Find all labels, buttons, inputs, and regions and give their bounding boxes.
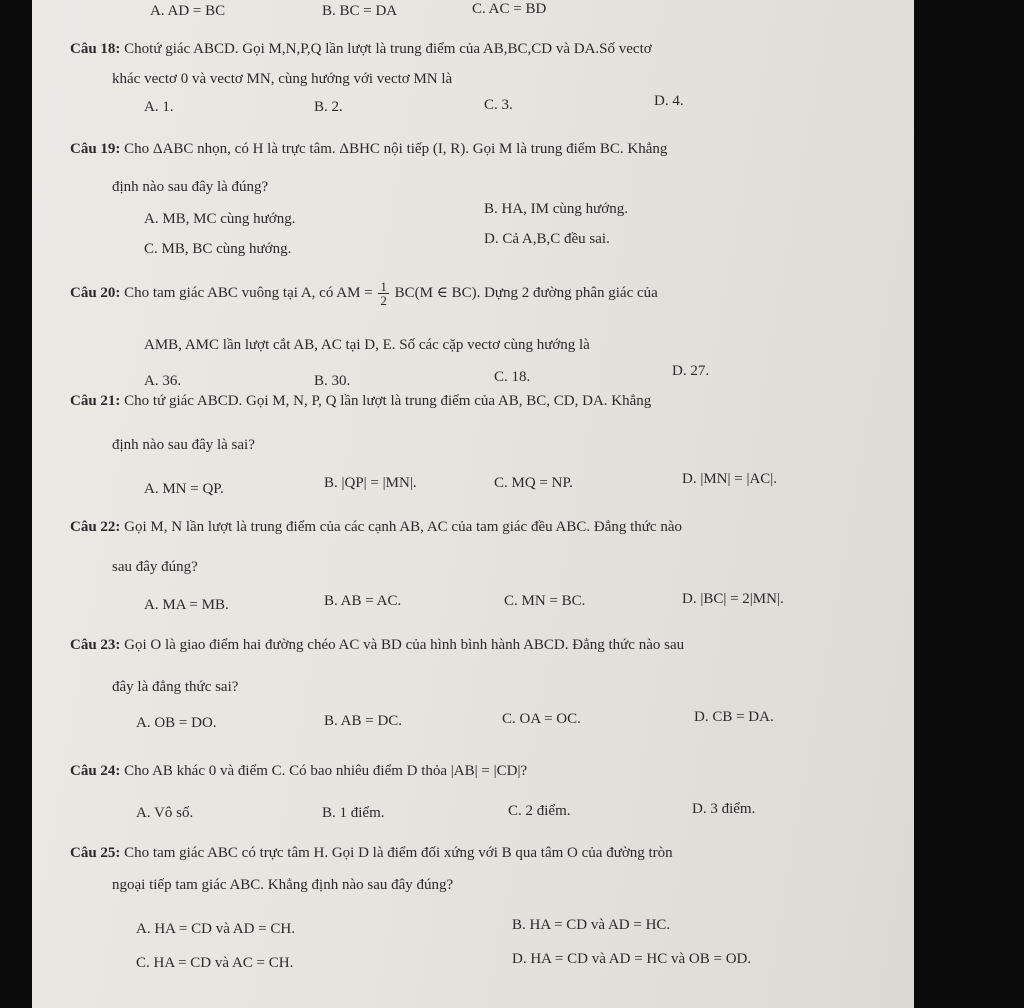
question-21-line-1 xyxy=(70,392,651,410)
q24-option-d[interactable]: D. 3 điểm. xyxy=(692,801,756,817)
question-20-text-1b: BC(M ∈ BC). Dựng 2 đường phân giác của xyxy=(394,284,658,301)
question-24-line-1 xyxy=(70,762,527,780)
question-19-number: Câu 19: xyxy=(70,141,121,157)
q20-option-c[interactable]: C. 18. xyxy=(494,369,531,385)
q23-option-a[interactable]: A. OB = DO. xyxy=(136,715,217,731)
question-19-line-1 xyxy=(70,140,667,158)
question-22-line-1 xyxy=(70,518,682,536)
question-20-line-1 xyxy=(70,280,658,307)
q25-option-c[interactable]: C. HA = CD và AC = CH. xyxy=(136,955,294,971)
question-23-text-2: đây là đẳng thức sai? xyxy=(112,679,239,695)
question-21-number: Câu 21: xyxy=(70,393,121,409)
q18-option-c[interactable]: C. 3. xyxy=(484,97,513,113)
exam-page xyxy=(32,0,914,1008)
q24-option-c[interactable]: C. 2 điểm. xyxy=(508,803,571,819)
question-25-line-1 xyxy=(70,844,673,862)
q18-option-d[interactable]: D. 4. xyxy=(654,93,684,109)
q25-option-d[interactable]: D. HA = CD và AD = HC và OB = OD. xyxy=(512,951,752,967)
q24-option-a[interactable]: A. Vô số. xyxy=(136,805,194,821)
question-22-text-2: sau đây đúng? xyxy=(112,559,198,575)
q20-option-a[interactable]: A. 36. xyxy=(144,373,182,389)
top-option-b: B. BC = DA xyxy=(322,3,398,19)
question-25-text-2: ngoại tiếp tam giác ABC. Khẳng định nào sau đây đúng? xyxy=(112,877,454,893)
question-18-text-2: khác vectơ 0 và vectơ MN, cùng hướng với vectơ MN là xyxy=(112,71,453,87)
q23-option-c[interactable]: C. OA = OC. xyxy=(502,711,581,727)
q18-option-a[interactable]: A. 1. xyxy=(144,99,174,115)
top-option-c: C. AC = BD xyxy=(472,1,547,17)
question-18-text-1: Chotứ giác ABCD. Gọi M,N,P,Q lần lượt là trung điểm của AB,BC,CD và DA.Số vectơ xyxy=(124,41,652,57)
q18-option-b[interactable]: B. 2. xyxy=(314,99,343,115)
q20-option-b[interactable]: B. 30. xyxy=(314,373,351,389)
q25-option-b[interactable]: B. HA = CD và AD = HC. xyxy=(512,917,671,933)
question-25-number: Câu 25: xyxy=(70,845,121,861)
q19-option-a[interactable]: A. MB, MC cùng hướng. xyxy=(144,211,296,227)
q19-option-b[interactable]: B. HA, IM cùng hướng. xyxy=(484,201,628,217)
question-19-text-2: định nào sau đây là đúng? xyxy=(112,179,269,195)
q21-option-c[interactable]: C. MQ = NP. xyxy=(494,475,573,491)
fraction-one-half: $\frac{1}{2}$ xyxy=(380,279,387,308)
q22-option-b[interactable]: B. AB = AC. xyxy=(324,593,402,609)
q22-option-d[interactable]: D. |BC| = 2|MN|. xyxy=(682,591,784,607)
question-20-text-2: AMB, AMC lần lượt cắt AB, AC tại D, E. Số các cặp vectơ cùng hướng là xyxy=(144,337,590,353)
q21-option-b[interactable]: B. |QP| = |MN|. xyxy=(324,475,417,491)
q20-option-d[interactable]: D. 27. xyxy=(672,363,710,379)
q25-option-a[interactable]: A. HA = CD và AD = CH. xyxy=(136,921,296,937)
question-21-text-1: Cho tứ giác ABCD. Gọi M, N, P, Q lần lượt là trung điểm của AB, BC, CD, DA. Khẳng xyxy=(124,393,652,409)
question-24-text-1: Cho AB khác 0 và điểm C. Có bao nhiêu điểm D thỏa |AB| = |CD|? xyxy=(124,763,528,779)
question-22-text-1: Gọi M, N lần lượt là trung điểm của các cạnh AB, AC của tam giác đều ABC. Đẳng thức nào xyxy=(124,519,682,535)
question-25-text-1: Cho tam giác ABC có trực tâm H. Gọi D là điểm đối xứng với B qua tâm O của đường tròn xyxy=(124,845,673,861)
q22-option-a[interactable]: A. MA = MB. xyxy=(144,597,229,613)
question-20-text-1a: Cho tam giác ABC vuông tại A, có AM = xyxy=(124,284,373,301)
question-23-text-1: Gọi O là giao điểm hai đường chéo AC và BD của hình bình hành ABCD. Đẳng thức nào sau xyxy=(124,637,685,653)
question-18-line-1 xyxy=(70,40,652,58)
q22-option-c[interactable]: C. MN = BC. xyxy=(504,593,586,609)
question-23-line-1 xyxy=(70,636,684,654)
q24-option-b[interactable]: B. 1 điểm. xyxy=(322,805,385,821)
question-20-number: Câu 20: xyxy=(70,284,121,301)
q19-option-d[interactable]: D. Cả A,B,C đều sai. xyxy=(484,231,610,247)
question-21-text-2: định nào sau đây là sai? xyxy=(112,437,255,453)
question-18-number: Câu 18: xyxy=(70,41,121,57)
question-19-text-1: Cho ΔABC nhọn, có H là trực tâm. ΔBHC nội tiếp (I, R). Gọi M là trung điểm BC. Khẳng xyxy=(124,141,668,157)
q19-option-c[interactable]: C. MB, BC cùng hướng. xyxy=(144,241,292,257)
question-22-number: Câu 22: xyxy=(70,519,121,535)
q21-option-a[interactable]: A. MN = QP. xyxy=(144,481,224,497)
question-24-number: Câu 24: xyxy=(70,763,121,779)
q23-option-d[interactable]: D. CB = DA. xyxy=(694,709,774,725)
q21-option-d[interactable]: D. |MN| = |AC|. xyxy=(682,471,778,487)
question-23-number: Câu 23: xyxy=(70,637,121,653)
top-option-a: A. AD = BC xyxy=(150,3,226,19)
q23-option-b[interactable]: B. AB = DC. xyxy=(324,713,403,729)
